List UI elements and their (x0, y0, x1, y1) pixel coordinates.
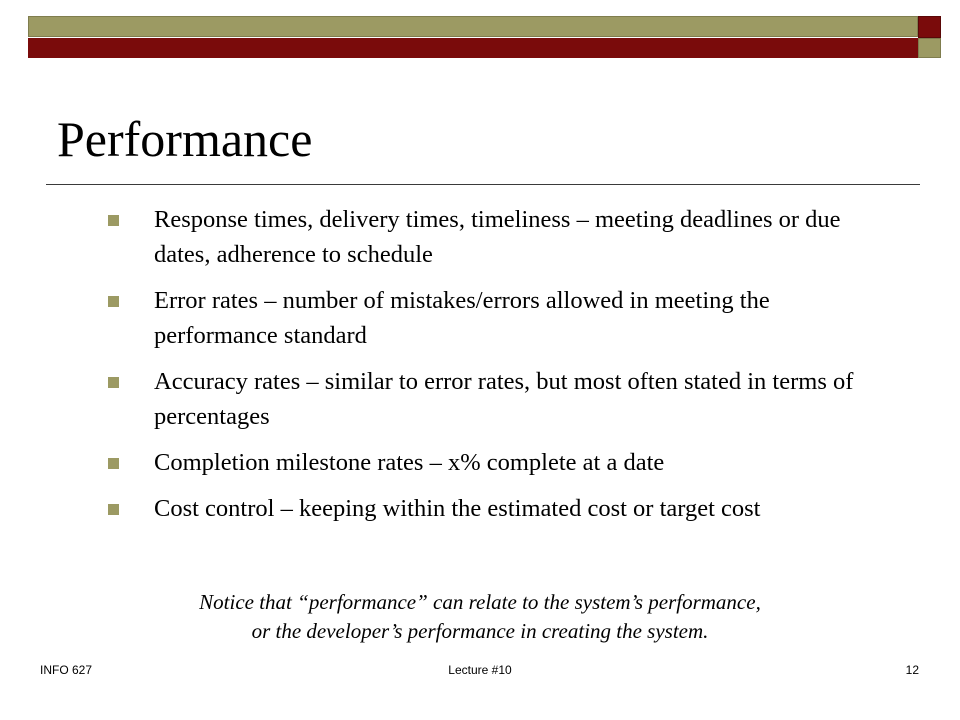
title-divider (46, 184, 920, 185)
bullet-item (108, 202, 898, 272)
bullet-list (108, 202, 898, 537)
square-bullet-icon (108, 504, 119, 515)
header-band-maroon (28, 38, 918, 58)
square-bullet-icon (108, 458, 119, 469)
square-bullet-icon (108, 296, 119, 307)
slide-title: Performance (57, 111, 313, 167)
bullet-text: Cost control – keeping within the estimated cost or target cost (154, 495, 761, 522)
note-line-1: Notice that “performance” can relate to the system’s performance, (199, 590, 761, 614)
bullet-item (108, 283, 898, 353)
header-band-olive (28, 16, 918, 37)
footer-lecture: Lecture #10 (448, 663, 512, 677)
header-corner-olive (918, 38, 941, 58)
bullet-item (108, 364, 898, 434)
footer-course: INFO 627 (40, 663, 93, 677)
square-bullet-icon (108, 215, 119, 226)
bullet-item (108, 445, 898, 480)
italic-note (60, 588, 900, 646)
square-bullet-icon (108, 377, 119, 388)
footer-page-number: 12 (905, 663, 919, 677)
bullet-text: Response times, delivery times, timeliness – meeting deadlines or due dates, adherence to schedule (154, 206, 841, 268)
note-line-2: or the developer’s performance in creating the system. (251, 619, 709, 643)
bullet-text: Error rates – number of mistakes/errors allowed in meeting the performance standard (154, 287, 770, 349)
bullet-text: Accuracy rates – similar to error rates, but most often stated in terms of percentages (154, 368, 854, 430)
bullet-item (108, 491, 898, 526)
header-corner-maroon (918, 16, 941, 38)
bullet-text: Completion milestone rates – x% complete at a date (154, 449, 665, 476)
